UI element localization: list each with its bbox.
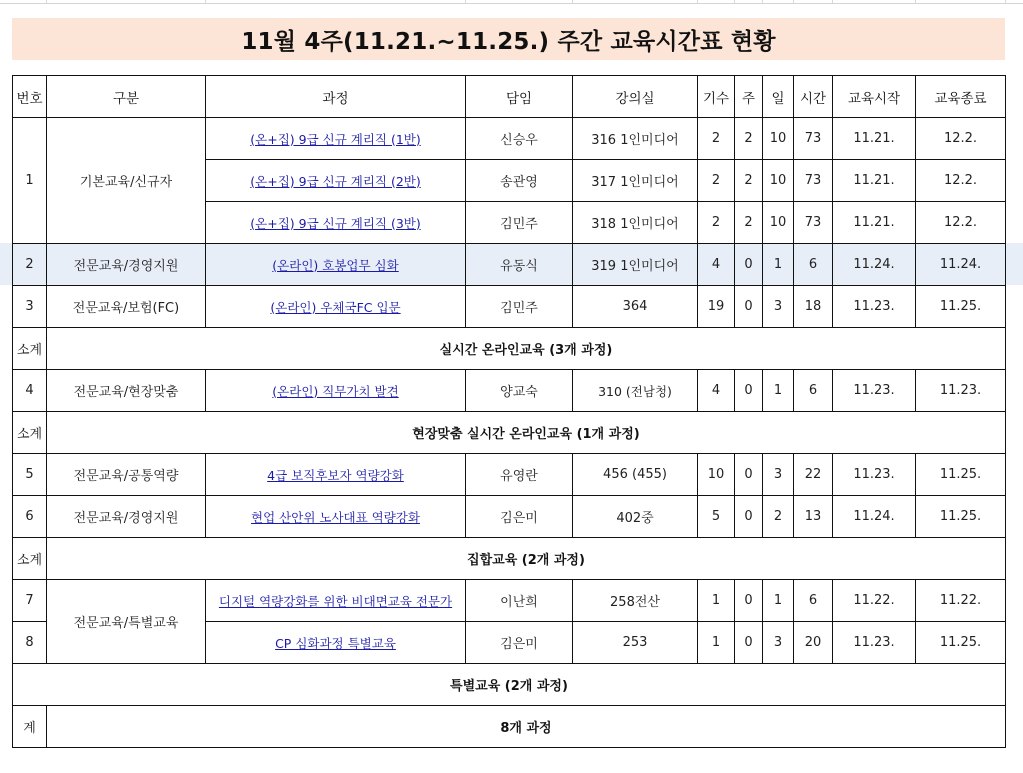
course-cell: [206, 286, 466, 328]
teacher: 유동식: [466, 244, 573, 286]
row-category: 전문교육/현장맞춤: [47, 370, 206, 412]
day: 3: [763, 286, 794, 328]
term: 2: [698, 202, 735, 244]
table-row: [13, 580, 1006, 622]
week: 2: [735, 160, 763, 202]
week: 2: [735, 118, 763, 160]
row-category: 전문교육/공통역량: [47, 454, 206, 496]
hours: 22: [794, 454, 833, 496]
hours: 18: [794, 286, 833, 328]
row-no: 2: [13, 244, 47, 286]
course-cell: [206, 622, 466, 664]
end-date: 11.24.: [916, 244, 1006, 286]
hours: 20: [794, 622, 833, 664]
end-date: 11.23.: [916, 370, 1006, 412]
subtotal-row: [13, 412, 1006, 454]
table-row: [13, 496, 1006, 538]
week: 0: [735, 496, 763, 538]
teacher: 송관영: [466, 160, 573, 202]
row-category: 전문교육/경영지원: [47, 496, 206, 538]
end-date: 11.25.: [916, 454, 1006, 496]
course-cell: [206, 454, 466, 496]
day: 1: [763, 580, 794, 622]
header-row: [13, 76, 1006, 118]
teacher: 신승우: [466, 118, 573, 160]
term: 2: [698, 160, 735, 202]
room: 319 1인미디어: [573, 244, 698, 286]
page-title: 11월 4주(11.21.~11.25.) 주간 교육시간표 현황: [241, 28, 776, 55]
teacher: 유영란: [466, 454, 573, 496]
course-link[interactable]: (온라인) 우체국FC 입문: [270, 299, 401, 315]
day: 2: [763, 496, 794, 538]
term: 4: [698, 244, 735, 286]
total-value: 8개 과정: [47, 706, 1006, 748]
week: 0: [735, 244, 763, 286]
start-date: 11.23.: [833, 454, 916, 496]
end-date: 12.2.: [916, 160, 1006, 202]
schedule-table: [12, 75, 1006, 748]
teacher: 김은미: [466, 622, 573, 664]
subtotal-group-edu: 집합교육 (2개 과정): [47, 538, 1006, 580]
subtotal-field-online-live: 현장맞춤 실시간 온라인교육 (1개 과정): [47, 412, 1006, 454]
room: 456 (455): [573, 454, 698, 496]
room: 317 1인미디어: [573, 160, 698, 202]
hours: 6: [794, 370, 833, 412]
course-cell: [206, 244, 466, 286]
week: 0: [735, 286, 763, 328]
row-category: 전문교육/보험(FC): [47, 286, 206, 328]
room: 258전산: [573, 580, 698, 622]
header-no: 번호: [13, 76, 47, 118]
day: 1: [763, 370, 794, 412]
end-date: 11.25.: [916, 622, 1006, 664]
course-cell: [206, 370, 466, 412]
term: 4: [698, 370, 735, 412]
room: 364: [573, 286, 698, 328]
row-category: 전문교육/특별교육: [47, 580, 206, 664]
start-date: 11.23.: [833, 286, 916, 328]
teacher: 양교숙: [466, 370, 573, 412]
teacher: 김은미: [466, 496, 573, 538]
header-week: 주: [735, 76, 763, 118]
row-category: 전문교육/경영지원: [47, 244, 206, 286]
teacher: 김민주: [466, 286, 573, 328]
subtotal-label: 소계: [13, 538, 47, 580]
end-date: 12.2.: [916, 118, 1006, 160]
end-date: 11.25.: [916, 496, 1006, 538]
course-link[interactable]: 현업 산안위 노사대표 역량강화: [251, 509, 420, 525]
title-banner: [12, 18, 1005, 60]
row-no: 4: [13, 370, 47, 412]
day: 1: [763, 244, 794, 286]
course-cell: [206, 202, 466, 244]
row-no: 8: [13, 622, 47, 664]
week: 0: [735, 580, 763, 622]
week: 0: [735, 454, 763, 496]
header-teacher: 담임: [466, 76, 573, 118]
table-row: [13, 286, 1006, 328]
course-link[interactable]: 4급 보직후보자 역량강화: [267, 467, 404, 483]
total-row: [13, 706, 1006, 748]
start-date: 11.21.: [833, 160, 916, 202]
course-link[interactable]: (온라인) 호봉업무 심화: [272, 257, 399, 273]
table-row: [13, 370, 1006, 412]
term: 10: [698, 454, 735, 496]
course-cell: [206, 160, 466, 202]
subtotal-label: 소계: [13, 328, 47, 370]
day: 10: [763, 202, 794, 244]
row-no: 5: [13, 454, 47, 496]
subtotal-row: [13, 538, 1006, 580]
header-hours: 시간: [794, 76, 833, 118]
hours: 73: [794, 202, 833, 244]
course-link[interactable]: (온+집) 9급 신규 계리직 (1반): [250, 131, 421, 147]
start-date: 11.21.: [833, 202, 916, 244]
course-cell: [206, 496, 466, 538]
hours: 73: [794, 160, 833, 202]
room: 253: [573, 622, 698, 664]
hours: 73: [794, 118, 833, 160]
course-cell: [206, 118, 466, 160]
table-row: [13, 454, 1006, 496]
row-no: 7: [13, 580, 47, 622]
table-row-selected[interactable]: [13, 244, 1006, 286]
hours: 6: [794, 580, 833, 622]
start-date: 11.21.: [833, 118, 916, 160]
term: 19: [698, 286, 735, 328]
header-room: 강의실: [573, 76, 698, 118]
subtotal-special-edu: 특별교육 (2개 과정): [13, 664, 1006, 706]
end-date: 11.22.: [916, 580, 1006, 622]
teacher: 김민주: [466, 202, 573, 244]
start-date: 11.24.: [833, 496, 916, 538]
row-no: 6: [13, 496, 47, 538]
teacher: 이난희: [466, 580, 573, 622]
spreadsheet-grid-top: [0, 0, 1023, 4]
subtotal-online-live: 실시간 온라인교육 (3개 과정): [47, 328, 1006, 370]
row-no: 1: [13, 118, 47, 244]
week: 2: [735, 202, 763, 244]
header-course: 과정: [206, 76, 466, 118]
week: 0: [735, 370, 763, 412]
start-date: 11.23.: [833, 370, 916, 412]
start-date: 11.22.: [833, 580, 916, 622]
header-start: 교육시작: [833, 76, 916, 118]
day: 10: [763, 118, 794, 160]
course-link[interactable]: CP 심화과정 특별교육: [275, 635, 396, 651]
header-category: 구분: [47, 76, 206, 118]
end-date: 11.25.: [916, 286, 1006, 328]
term: 1: [698, 622, 735, 664]
room: 318 1인미디어: [573, 202, 698, 244]
hours: 6: [794, 244, 833, 286]
header-end: 교육종료: [916, 76, 1006, 118]
header-day: 일: [763, 76, 794, 118]
row-category: 기본교육/신규자: [47, 118, 206, 244]
week: 0: [735, 622, 763, 664]
hours: 13: [794, 496, 833, 538]
start-date: 11.24.: [833, 244, 916, 286]
subtotal-label: 소계: [13, 412, 47, 454]
course-link[interactable]: (온+집) 9급 신규 계리직 (2반): [250, 173, 421, 189]
total-label: 계: [13, 706, 47, 748]
end-date: 12.2.: [916, 202, 1006, 244]
room: 402중: [573, 496, 698, 538]
subtotal-row: [13, 664, 1006, 706]
room: 310 (전남청): [573, 370, 698, 412]
term: 2: [698, 118, 735, 160]
room: 316 1인미디어: [573, 118, 698, 160]
term: 1: [698, 580, 735, 622]
course-link[interactable]: (온+집) 9급 신규 계리직 (3반): [250, 215, 421, 231]
day: 3: [763, 622, 794, 664]
table-row: [13, 118, 1006, 160]
day: 3: [763, 454, 794, 496]
start-date: 11.23.: [833, 622, 916, 664]
day: 10: [763, 160, 794, 202]
header-term: 기수: [698, 76, 735, 118]
row-no: 3: [13, 286, 47, 328]
subtotal-row: [13, 328, 1006, 370]
term: 5: [698, 496, 735, 538]
course-link[interactable]: (온라인) 직무가치 발견: [272, 383, 399, 399]
course-link[interactable]: 디지털 역량강화를 위한 비대면교육 전문가: [218, 593, 453, 609]
course-cell: [206, 580, 466, 622]
